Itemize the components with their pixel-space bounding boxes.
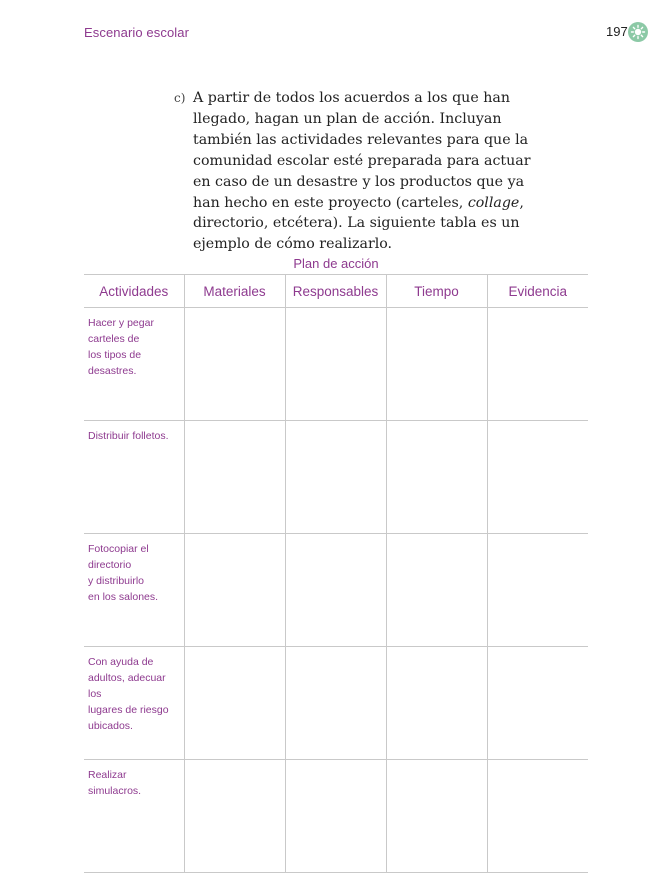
page-number: 197: [606, 24, 628, 39]
materials-cell[interactable]: [184, 534, 285, 647]
evidencia-cell[interactable]: [487, 647, 588, 760]
evidencia-cell[interactable]: [487, 760, 588, 873]
activity-cell: [84, 647, 184, 760]
table-row: [84, 421, 588, 534]
activity-cell: [84, 421, 184, 534]
instruction-text-part1: A partir de todos los acuerdos a los que han llegado, hagan un plan de acción. Incluyan también las actividades relevantes para que la comunidad escolar esté preparada para actuar en caso de un desastre y los productos que ya han hecho en este proyecto (carteles,: [193, 90, 531, 211]
table-header-row: [84, 275, 588, 308]
page-header-section: Escenario escolar: [84, 25, 190, 40]
tiempo-cell[interactable]: [386, 308, 487, 421]
instruction-marker: c): [174, 91, 186, 105]
column-header-evidencia: Evidencia: [487, 275, 588, 308]
sun-badge-icon: [628, 22, 648, 42]
activity-text: Fotocopiar el directorio y distribuirlo en los salones.: [88, 543, 159, 603]
responsables-cell[interactable]: [285, 421, 386, 534]
activity-text: Con ayuda de adultos, adecuar los lugares de riesgo ubicados.: [88, 656, 169, 732]
table-row: [84, 760, 588, 873]
column-header-materiales: Materiales: [184, 275, 285, 308]
materials-cell[interactable]: [184, 647, 285, 760]
column-header-tiempo: Tiempo: [386, 275, 487, 308]
table-row: [84, 534, 588, 647]
evidencia-cell[interactable]: [487, 534, 588, 647]
activity-cell: [84, 534, 184, 647]
instruction-text: [193, 88, 534, 255]
responsables-cell[interactable]: [285, 534, 386, 647]
tiempo-cell[interactable]: [386, 760, 487, 873]
activity-text: Distribuir folletos.: [88, 430, 169, 442]
activity-text: Hacer y pegar carteles de los tipos de desastres.: [88, 317, 154, 377]
materials-cell[interactable]: [184, 760, 285, 873]
table-caption: Plan de acción: [293, 256, 379, 271]
responsables-cell[interactable]: [285, 760, 386, 873]
instruction-text-part2: , directorio, etcétera). La siguiente tabla es un ejemplo de cómo realizarlo.: [193, 194, 524, 253]
tiempo-cell[interactable]: [386, 421, 487, 534]
materials-cell[interactable]: [184, 308, 285, 421]
table-row: [84, 308, 588, 421]
responsables-cell[interactable]: [285, 647, 386, 760]
instruction-paragraph: [174, 88, 534, 255]
column-header-actividades: Actividades: [84, 275, 184, 308]
activity-text: Realizar simulacros.: [88, 769, 142, 797]
evidencia-cell[interactable]: [487, 421, 588, 534]
table-row: [84, 647, 588, 760]
action-plan-table: [84, 274, 588, 873]
materials-cell[interactable]: [184, 421, 285, 534]
tiempo-cell[interactable]: [386, 534, 487, 647]
instruction-italic-word: collage: [467, 194, 520, 211]
activity-cell: [84, 308, 184, 421]
responsables-cell[interactable]: [285, 308, 386, 421]
activity-cell: [84, 760, 184, 873]
column-header-responsables: Responsables: [285, 275, 386, 308]
evidencia-cell[interactable]: [487, 308, 588, 421]
tiempo-cell[interactable]: [386, 647, 487, 760]
